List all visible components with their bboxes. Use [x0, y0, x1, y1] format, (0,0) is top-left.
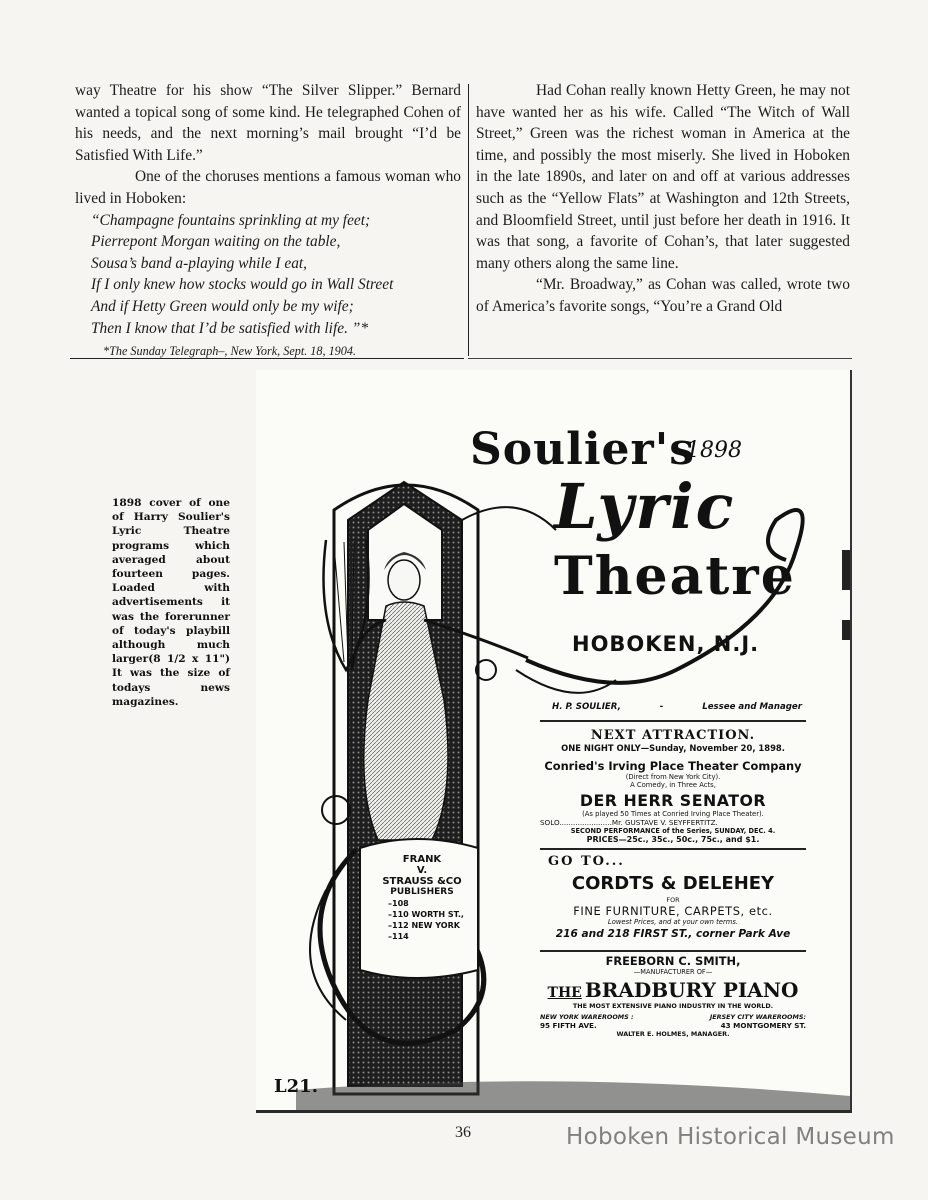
the-label: THE	[547, 985, 582, 1001]
lessee-line	[552, 702, 802, 712]
left-column	[75, 80, 461, 363]
strauss-line: STRAUSS &CO	[382, 876, 462, 887]
image-caption: 1898 cover of one of Harry Soulier's Lyric Theatre programs which averaged about fourteen pages. Loaded with advertisements it was the forerunner of today's playbill although much larger(8 1/2 x 11") It was the size of todays news magazines.	[112, 497, 230, 708]
next-attraction-heading: NEXT ATTRACTION.	[590, 728, 756, 743]
strauss-line: –112 NEW YORK	[388, 921, 460, 930]
page-number: 36	[455, 1124, 471, 1141]
paragraph: “Mr. Broadway,” as Cohan was called, wrote two of America’s favorite songs, “You’re a Grand Old	[476, 276, 850, 315]
cordts-ad-block	[540, 854, 806, 940]
horizontal-rule	[468, 358, 852, 359]
lyric-line: “Champagne fountains sprinkling at my feet;	[91, 211, 371, 229]
theatre-program-cover	[256, 370, 852, 1113]
poster-title-soulier: Soulier's	[470, 424, 695, 475]
song-lyrics	[91, 210, 461, 340]
poster-title-lyric: Lyric	[554, 470, 736, 543]
bleed-through-text	[330, 62, 334, 78]
furniture-line: FINE FURNITURE, CARPETS, etc.	[573, 904, 773, 918]
lyric-line: Sousa’s band a-playing while I eat,	[91, 254, 308, 272]
prices-line: PRICES—25c., 35c., 50c., 75c., and $1.	[586, 835, 760, 844]
second-performance-line: SECOND PERFORMANCE of the Series, SUNDAY, DEC. 4.	[570, 827, 776, 835]
play-title: DER HERR SENATOR	[579, 791, 767, 810]
manager-line: WALTER E. HOLMES, MANAGER.	[616, 1030, 730, 1038]
bradbury-title	[540, 978, 806, 1002]
horizontal-rule	[70, 358, 464, 359]
lyric-line: Then I know that I’d be satisfied with life. ”*	[91, 319, 369, 337]
lyric-line: If I only knew how stocks would go in Wall Street	[91, 276, 394, 294]
strauss-line: –114	[388, 932, 409, 941]
bradbury-ad-block	[540, 954, 806, 1038]
poster-divider	[540, 848, 806, 850]
industry-line: THE MOST EXTENSIVE PIANO INDUSTRY IN THE WORLD.	[572, 1002, 774, 1010]
watermark: Hoboken Historical Museum	[566, 1124, 895, 1150]
strauss-line: V.	[416, 865, 428, 876]
program-number: L21.	[274, 1076, 318, 1097]
strauss-cartouche	[366, 854, 478, 942]
right-column	[476, 80, 850, 318]
warerooms-row	[540, 1013, 806, 1021]
solo-line: SOLO.......................Mr. GUSTAVE V. SEYFFERTITZ.	[540, 818, 718, 827]
ny-wareroom-label: NEW YORK WAREROOMS :	[540, 1013, 634, 1021]
wareroom-address-row	[540, 1021, 806, 1030]
company-name: Conried's Irving Place Theater Company	[544, 759, 802, 773]
freeborn-name: FREEBORN C. SMITH,	[605, 954, 741, 968]
go-to-heading: GO TO...	[548, 854, 625, 869]
strauss-line: –110 WORTH ST.,	[388, 910, 464, 919]
strauss-line: –108	[388, 899, 409, 908]
column-divider	[468, 84, 469, 356]
lessee-role: Lessee and Manager	[702, 702, 802, 712]
poster-divider	[540, 950, 806, 952]
strauss-line: PUBLISHERS	[390, 887, 454, 897]
poster-location: HOBOKEN, N.J.	[572, 632, 760, 656]
cordts-name: CORDTS & DELEHEY	[571, 873, 775, 894]
poster-divider	[540, 720, 806, 722]
manufacturer-label: —MANUFACTURER OF—	[633, 968, 713, 976]
poster-title-theatre: Theatre	[554, 546, 796, 607]
cordts-address: 216 and 218 FIRST ST., corner Park Ave	[555, 928, 791, 940]
citation: *The Sunday Telegraph–, New York, Sept. 18, 1904.	[103, 344, 357, 359]
lyric-line: Pierrepont Morgan waiting on the table,	[91, 233, 341, 251]
paragraph: One of the choruses mentions a famous woman who lived in Hoboken:	[75, 168, 461, 207]
lowest-prices-line: Lowest Prices, and at your own terms.	[607, 918, 739, 926]
bradbury-name: BRADBURY PIANO	[584, 978, 799, 1002]
lessee-name: H. P. SOULIER,	[552, 702, 621, 712]
comedy-line: A Comedy, in Three Acts,	[630, 781, 716, 789]
paragraph: way Theatre for his show “The Silver Slipper.” Bernard wanted a topical song of some kind. He telegraphed Cohen of his needs, and the next morning’s mail brought “I’d be Satisfied With Life.”	[75, 82, 461, 164]
strauss-line: FRANK	[402, 854, 442, 865]
lessee-dash: -	[659, 702, 664, 712]
played-line: (As played 50 Times at Conried Irving Place Theater).	[582, 810, 764, 818]
ny-address: 95 FIFTH AVE.	[540, 1021, 597, 1030]
handwritten-year: 1898	[686, 438, 742, 463]
paragraph: Had Cohan really known Hetty Green, he may not have wanted her as his wife. Called “The Witch of Wall Street,” Green was the richest woman in America at the time, and possibly the most miserly. She lived in Hoboken in the late 1890s, and later on and off at various addresses such as the “Yellow Flats” at Washington and 12th Streets, and Bloomfield Street, until just before her death in 1916. It was that song, a favorite of Cohan’s, that later suggested many others along the same line.	[476, 82, 850, 272]
lyric-line: And if Hetty Green would only be my wife;	[91, 297, 354, 315]
next-attraction-block	[540, 728, 806, 844]
one-night-line: ONE NIGHT ONLY—Sunday, November 20, 1898.	[561, 743, 785, 753]
jc-wareroom-label: JERSEY CITY WAREROOMS:	[709, 1013, 806, 1021]
for-label: FOR	[666, 896, 680, 904]
jc-address: 43 MONTGOMERY ST.	[720, 1021, 806, 1030]
direct-line: (Direct from New York City).	[625, 773, 721, 781]
